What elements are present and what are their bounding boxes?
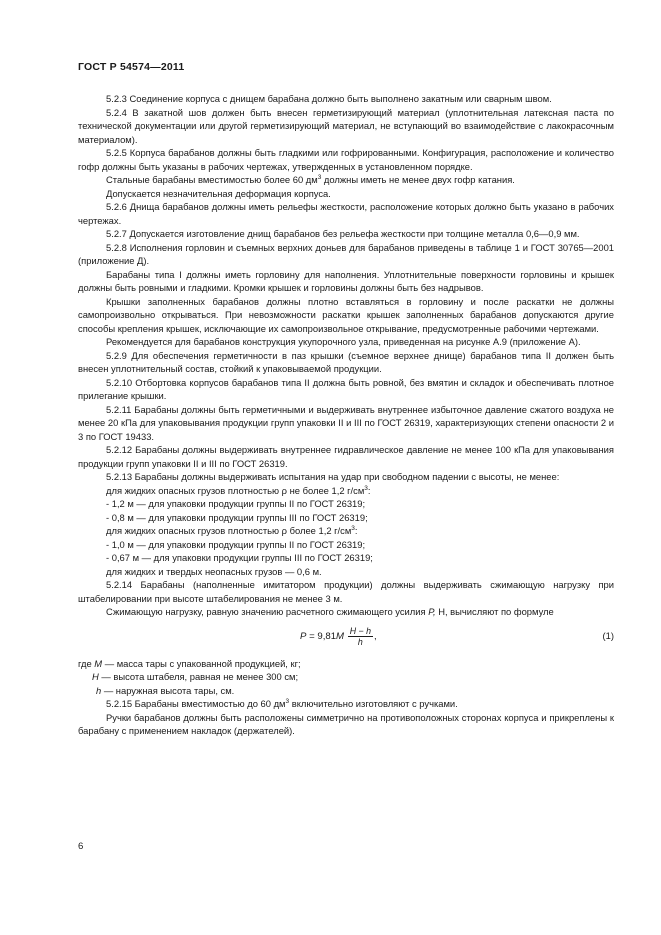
document-body (78, 92, 614, 738)
clause-5-2-13: 5.2.13 Барабаны должны выдерживать испытания на удар при свободном падении с высоты, не менее: (106, 471, 560, 482)
clause-5-2-5: 5.2.5 Корпуса барабанов должны быть гладкими или гофрированными. Конфигурация, расположение и количество гофр должны быть указаны в рабочих чертежах, утвержденных в установленном порядке. (78, 147, 614, 172)
clause-5-2-8: 5.2.8 Исполнения горловин и съемных верхних доньев для барабанов приведены в таблице 1 и ГОСТ 30765—2001 (приложение Д). (78, 241, 614, 266)
list-item: - 0,67 м — для упаковки продукции группы III по ГОСТ 26319; (106, 552, 373, 563)
paragraph-handles: Ручки барабанов должны быть расположены симметрично на противоположных сторонах корпуса и прикреплены к барабану с применением накладок (держателей). (78, 711, 614, 736)
clause-5-2-6: 5.2.6 Днища барабанов должны иметь рельефы жесткости, расположение которых должно быть указано в рабочих чертежах. (78, 201, 614, 226)
document-header: ГОСТ Р 54574—2011 (78, 61, 185, 73)
paragraph-lids: Крышки заполненных барабанов должны плотно вставляться в горловину и после раскатки не должны самопроизвольно открываться. При невозможности раскатки крышек заполненных барабанов допускаются другие способы крепления крышек, исключающие их самопроизвольное открывание, предусмотренные рабочими чертежами. (78, 295, 614, 334)
where-h-stack: H — высота штабеля, равная не менее 300 см; (92, 671, 299, 682)
clause-5-2-9: 5.2.9 Для обеспечения герметичности в паз крышки (съемное верхнее днище) барабанов типа II должен быть внесен уплотнительный состав, стойкий к упаковываемой продукции. (78, 349, 614, 374)
clause-5-2-11: 5.2.11 Барабаны должны быть герметичными и выдерживать внутреннее избыточное давление сжатого воздуха не менее 20 кПа для упаковывания продукции групп упаковки II и III по ГОСТ 26319, характеризующих степени опасности 2 и 3 по ГОСТ 19433. (78, 403, 614, 442)
paragraph-deformation: Допускается незначительная деформация корпуса. (106, 187, 331, 199)
where-h-drum: h — наружная высота тары, см. (96, 684, 235, 696)
clause-5-2-3: 5.2.3 Соединение корпуса с днищем барабана должно быть выполнено закатным или сварным швом. (106, 93, 552, 104)
formula-1 (78, 623, 614, 649)
paragraph-formula-intro: Сжимающую нагрузку, равную значению расчетного сжимающего усилия Р, Н, вычисляют по формуле (106, 606, 554, 617)
formula-expression: P = 9,81M $\frac{H - h}{h}$ , (300, 625, 377, 647)
list-item: - 0,8 м — для упаковки продукции группы III по ГОСТ 26319; (106, 511, 368, 523)
clause-5-2-14: 5.2.14 Барабаны (наполненные имитатором продукции) должны выдерживать сжимающую нагрузку при штабелировании при высоте штабелирования не менее 3 м. (78, 579, 614, 604)
list-item: для жидких опасных грузов плотностью ρ не более 1,2 $г/см^3$: (106, 484, 371, 496)
page-number: 6 (78, 841, 84, 852)
list-item: для жидких и твердых неопасных грузов — 0,6 м. (106, 565, 322, 577)
list-item: для жидких опасных грузов плотностью ρ более 1,2 $г/см^3$: (106, 524, 358, 536)
formula-fraction: $\frac{H - h}{h}$ (349, 625, 371, 647)
clause-5-2-12: 5.2.12 Барабаны должны выдерживать внутреннее гидравлическое давление не менее 100 кПа для упаковывания продукции групп упаковки II и III по ГОСТ 26319. (78, 444, 614, 469)
paragraph-recommendation: Рекомендуется для барабанов конструкция укупорочного узла, приведенная на рисунке А.9 (приложение А). (106, 336, 581, 347)
list-item: - 1,0 м — для упаковки продукции группы II по ГОСТ 26319; (106, 538, 366, 550)
list-item: - 1,2 м — для упаковки продукции группы II по ГОСТ 26319; (106, 498, 366, 509)
clause-5-2-10: 5.2.10 Отбортовка корпусов барабанов типа II должна быть ровной, без вмятин и складок и обеспечивать плотное прилегание крышки. (78, 376, 614, 401)
formula-number: (1) (602, 629, 614, 641)
paragraph-steel-drums: Стальные барабаны вместимостью более 60 $дм^3$ должны иметь не менее двух гофр катания. (106, 173, 515, 185)
paragraph-type-i-drums: Барабаны типа I должны иметь горловину для наполнения. Уплотнительные поверхности горловины и крышек должны быть ровными и гладкими. Кромки крышек и горловины должны быть без надрывов. (78, 268, 614, 293)
clause-5-2-15: 5.2.15 Барабаны вместимостью до 60 $дм^3$ включительно изготовляют с ручками. (106, 697, 458, 709)
where-m: где M — масса тары с упакованной продукцией, кг; (78, 657, 301, 669)
clause-5-2-4: 5.2.4 В закатной шов должен быть внесен герметизирующий материал (уплотнительная латексная паста по технической документации или другой герметизирующий материал, не вступающий во взаимодействие с лакокрасочным материалом). (78, 106, 614, 145)
clause-5-2-7: 5.2.7 Допускается изготовление днищ барабанов без рельефа жесткости при толщине металла 0,6—0,9 мм. (106, 228, 580, 239)
